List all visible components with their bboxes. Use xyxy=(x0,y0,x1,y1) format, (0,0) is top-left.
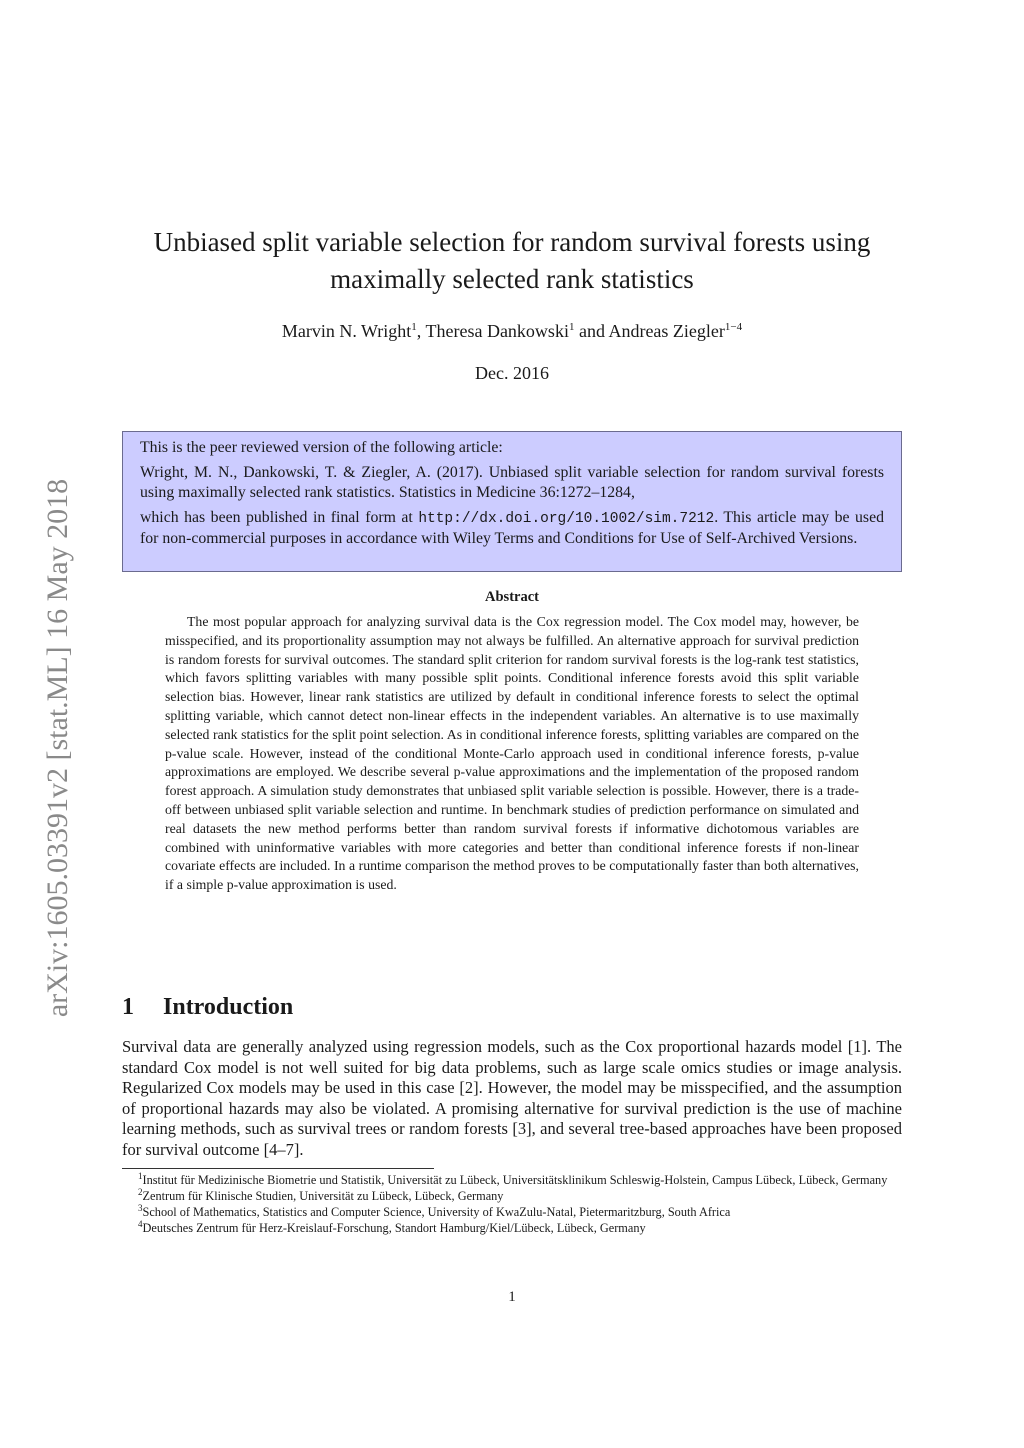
author-list xyxy=(100,318,924,344)
author-name: Andreas Ziegler xyxy=(608,321,725,341)
title-line-1: Unbiased split variable selection for random survival forests using xyxy=(153,227,871,257)
footnote xyxy=(122,1172,902,1188)
footnote-text: Deutsches Zentrum für Herz-Kreislauf-Forschung, Standort Hamburg/Kiel/Lübeck, Lübeck, Germany xyxy=(142,1221,646,1235)
author-affiliation-mark: 1 xyxy=(568,321,575,333)
footnotes xyxy=(122,1172,902,1236)
author-separator: , xyxy=(416,321,426,341)
footnote-mark: 2 xyxy=(138,1186,143,1197)
doi-link[interactable]: http://dx.doi.org/10.1002/sim.7212 xyxy=(418,510,715,527)
page-number: 1 xyxy=(508,1289,516,1305)
peer-review-notice-box xyxy=(122,431,902,572)
abstract-heading: Abstract xyxy=(485,589,539,605)
publication-date: Dec. 2016 xyxy=(475,363,549,383)
footnote xyxy=(122,1188,902,1204)
introduction-paragraph: Survival data are generally analyzed using regression models, such as the Cox proportional hazards model [1]. The standard Cox model is not well suited for big data problems, such as large scale omics studies or image analysis. Regularized Cox models may be used in this case [2]. However, the model may be misspecified, and the assumption of proportional hazards may also be violated. A promising alternative for survival prediction is the use of machine learning methods, such as survival trees or random forests [3], and several tree-based approaches have been proposed for survival outcome [4–7]. xyxy=(122,1037,902,1159)
footnote-text: Zentrum für Klinische Studien, Universität zu Lübeck, Lübeck, Germany xyxy=(142,1189,504,1203)
footnote-mark: 1 xyxy=(138,1170,143,1181)
footnote-text: Institut für Medizinische Biometrie und Statistik, Universität zu Lübeck, Universitätsklinikum Schleswig-Holstein, Campus Lübeck, Lübeck, Germany xyxy=(142,1173,888,1187)
notice-published-suffix: . This article may be used for non-commercial purposes in accordance with Wiley Terms and Conditions for Use of Self-Archived Versions. xyxy=(140,508,884,547)
footnote-rule xyxy=(122,1168,434,1169)
author-name: Theresa Dankowski xyxy=(425,321,569,341)
notice-citation: Wright, M. N., Dankowski, T. & Ziegler, A. (2017). Unbiased split variable selection for random survival forests using maximally selected rank statistics. Statistics in Medicine 36:1272–1284, xyxy=(140,463,884,501)
notice-intro: This is the peer reviewed version of the following article: xyxy=(140,439,503,456)
title-line-2: maximally selected rank statistics xyxy=(330,264,694,294)
author-affiliation-mark: 1 xyxy=(411,321,417,333)
arxiv-identifier: arXiv:1605.03391v2 [stat.ML] 16 May 2018 xyxy=(41,478,74,1018)
footnote-text: School of Mathematics, Statistics and Computer Science, University of KwaZulu-Natal, Pietermaritzburg, South Africa xyxy=(142,1205,731,1219)
notice-published-prefix: which has been published in final form at xyxy=(140,508,413,526)
section-heading xyxy=(122,992,293,1022)
notice-publication xyxy=(140,508,884,550)
footnote xyxy=(122,1220,902,1236)
footnote-mark: 3 xyxy=(138,1202,143,1213)
section-title: Introduction xyxy=(163,994,294,1020)
section-number: 1 xyxy=(122,994,134,1020)
author-separator: and xyxy=(574,321,609,341)
footnote xyxy=(122,1204,902,1220)
footnote-mark: 4 xyxy=(138,1218,143,1229)
author-affiliation-mark: 1−4 xyxy=(724,321,743,333)
abstract-text: The most popular approach for analyzing survival data is the Cox regression model. The Cox model may, however, be misspecified, and its proportionality assumption may not always be fulfilled. An alternative approach for survival prediction is random forests for survival outcomes. The standard split criterion for random survival forests is the log-rank test statistics, which favors splitting variables with many possible split points. Conditional inference forests avoid this split variable selection bias. However, linear rank statistics are utilized by default in conditional inference forests to select the optimal splitting variable, which cannot detect non-linear effects in the independent variables. An alternative is to use maximally selected rank statistics for the split point selection. As in conditional inference forests, splitting variables are compared on the p-value scale. However, instead of the conditional Monte-Carlo approach used in conditional inference forests, p-value approximations are employed. We describe several p-value approximations and the implementation of the proposed random forest approach. A simulation study demonstrates that unbiased split variable selection is possible. However, there is a trade-off between unbiased split variable selection and runtime. In benchmark studies of prediction performance on simulated and real datasets the new method performs better than random survival forests if informative dichotomous variables are combined with uninformative variables with more categories and better than conditional inference forests if non-linear covariate effects are included. In a runtime comparison the method proves to be computationally faster than both alternatives, if a simple p-value approximation is used. xyxy=(165,614,859,893)
paper-title xyxy=(100,224,924,298)
author-name: Marvin N. Wright xyxy=(281,321,412,341)
